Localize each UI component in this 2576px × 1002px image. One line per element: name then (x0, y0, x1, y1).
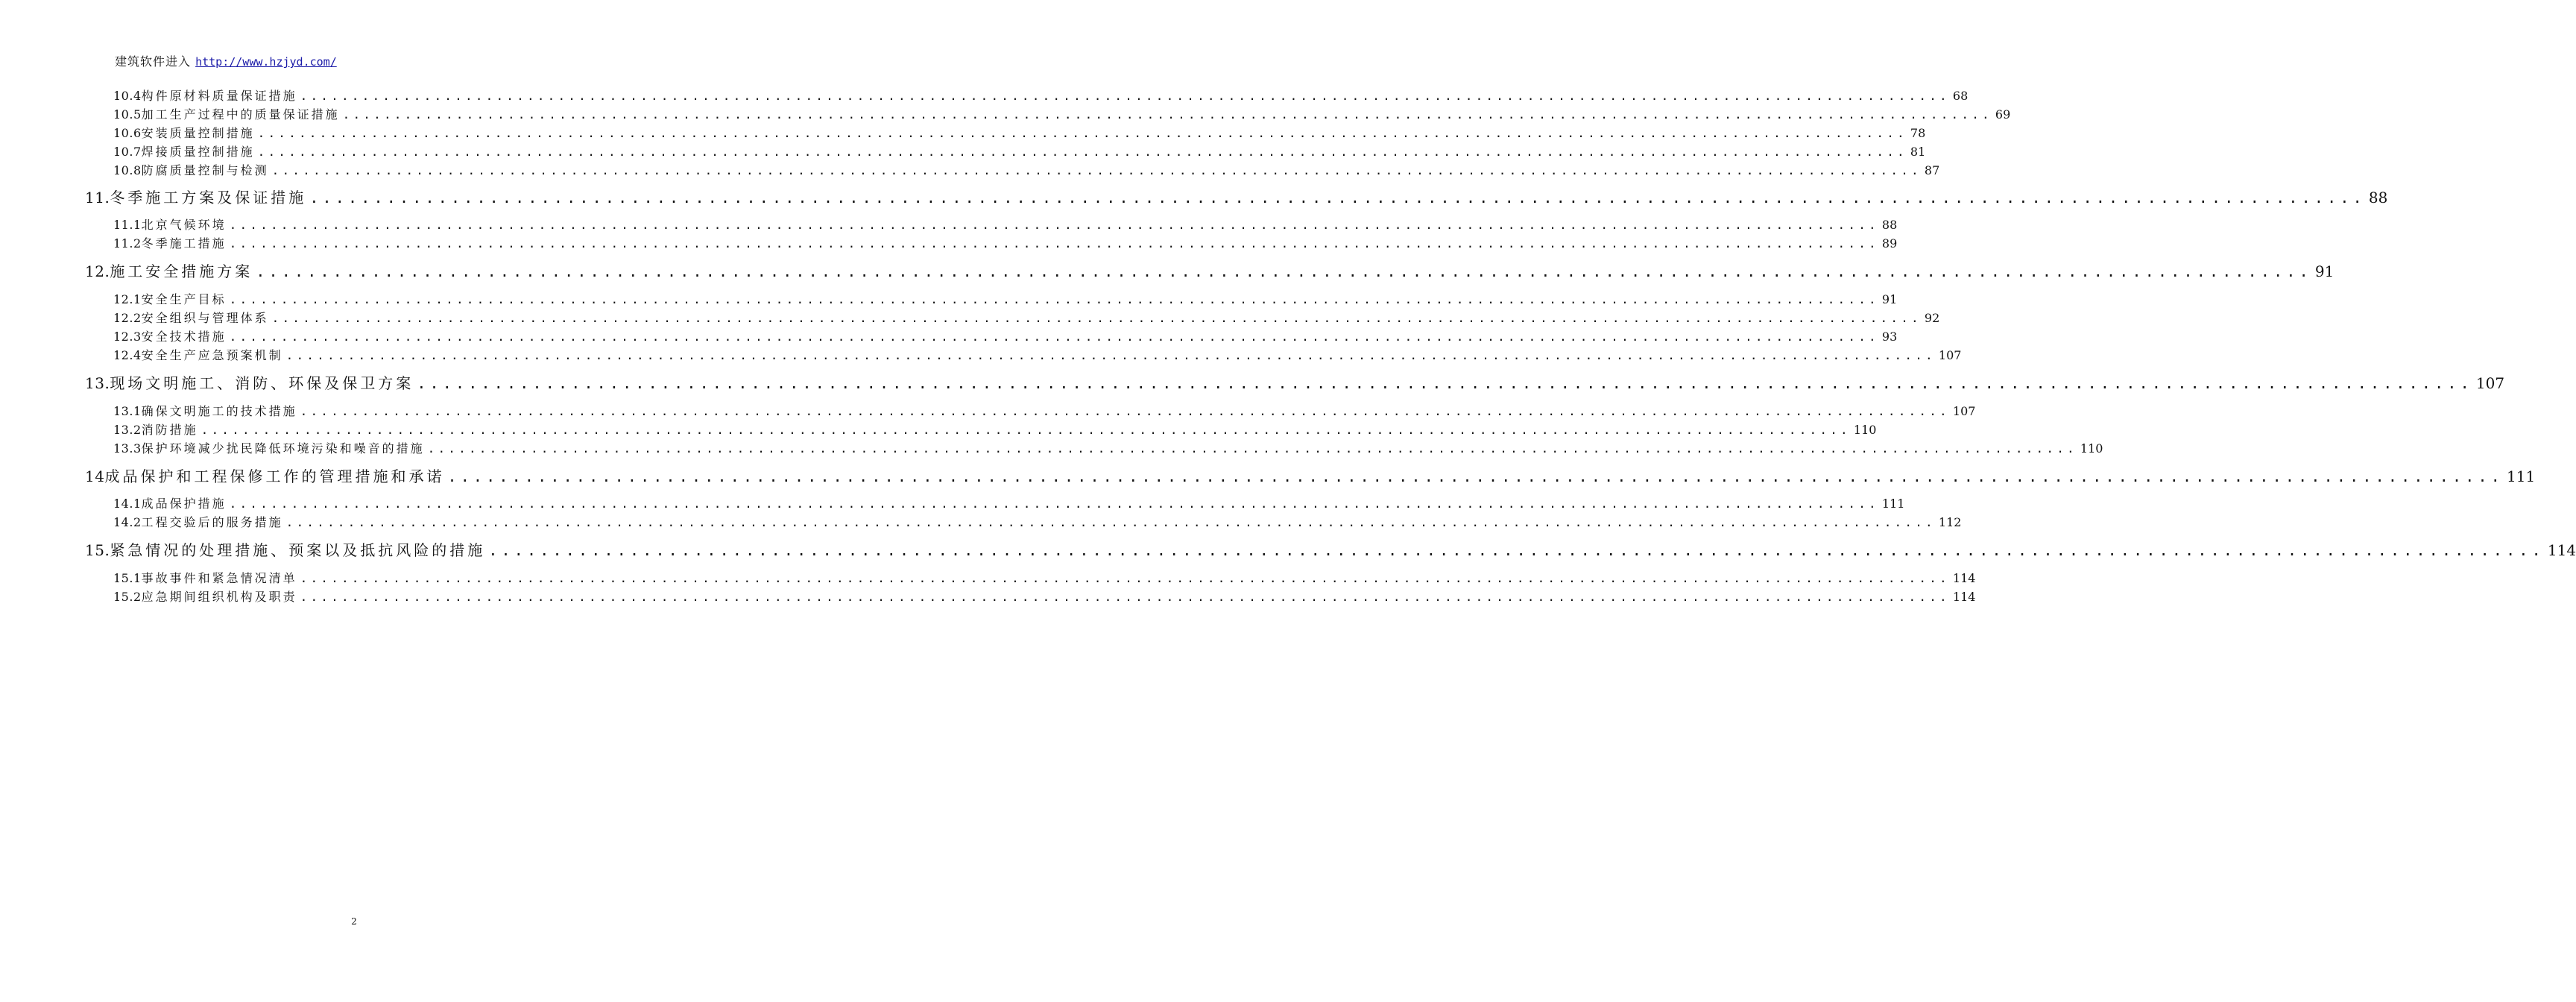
toc-entry-title: 应急期间组织机构及职责 (141, 590, 297, 604)
toc-entry-number: 15. (85, 541, 110, 559)
toc-leader-dots: ................................................................................................................................................................ (447, 467, 2504, 485)
toc-leader-dots: ................................................................................................................................................................ (285, 515, 1936, 529)
toc-section-entry[interactable] (113, 327, 1898, 344)
toc-entry-number: 14.2 (113, 515, 142, 529)
toc-leader-dots: ................................................................................................................................................................ (229, 292, 1879, 306)
toc-section-entry[interactable] (113, 309, 1940, 325)
toc-chapter-entry[interactable] (85, 186, 2388, 207)
toc-entry-title: 保护环境减少扰民降低环境污染和噪音的措施 (141, 441, 425, 456)
toc-entry-title: 安全技术措施 (141, 330, 227, 344)
toc-entry-title: 确保文明施工的技术措施 (141, 404, 297, 418)
toc-section-entry[interactable] (113, 420, 1877, 437)
toc-entry-number: 13.3 (113, 441, 142, 456)
website-link[interactable]: http://www.hzjyd.com/ (195, 55, 337, 69)
toc-entry-page: 111 (1881, 497, 1905, 511)
toc-entry-number: 10.4 (113, 89, 142, 103)
toc-entry-page: 88 (1881, 218, 1898, 232)
toc-entry-title: 构件原材料质量保证措施 (141, 89, 297, 103)
toc-entry-page: 91 (1881, 292, 1898, 306)
toc-entry-page: 114 (1952, 571, 1976, 585)
toc-entry-page: 68 (1952, 89, 1969, 103)
toc-entry-number: 14.1 (113, 497, 142, 511)
toc-entry-title: 紧急情况的处理措施、预案以及抵抗风险的措施 (110, 541, 486, 559)
toc-entry-page: 92 (1924, 311, 1940, 325)
toc-entry-page: 114 (1952, 590, 1976, 604)
toc-section-entry[interactable] (113, 494, 1905, 511)
toc-entry-number: 14 (85, 467, 105, 485)
toc-entry-page: 91 (2314, 262, 2334, 280)
toc-section-entry[interactable] (113, 402, 1976, 418)
toc-entry-title: 加工生产过程中的质量保证措施 (141, 107, 340, 122)
toc-section-entry[interactable] (113, 439, 2103, 456)
toc-leader-dots: ................................................................................................................................................................ (300, 590, 1950, 604)
toc-entry-page: 89 (1881, 236, 1898, 250)
toc-chapter-entry[interactable] (85, 538, 2576, 559)
toc-section-entry[interactable] (113, 234, 1898, 250)
toc-leader-dots: ................................................................................................................................................................ (285, 348, 1936, 362)
toc-entry-title: 安装质量控制措施 (141, 126, 255, 140)
header-text: 建筑软件进入 (115, 54, 196, 69)
toc-entry-page: 69 (1995, 107, 2011, 122)
toc-section-entry[interactable] (113, 142, 1926, 159)
toc-leader-dots: ................................................................................................................................................................ (342, 107, 1992, 122)
toc-entry-number: 11.2 (113, 236, 142, 250)
toc-entry-number: 11. (85, 189, 110, 207)
toc-entry-page: 88 (2368, 189, 2388, 207)
toc-entry-title: 安全组织与管理体系 (141, 311, 269, 325)
toc-leader-dots: ................................................................................................................................................................ (271, 311, 1922, 325)
toc-entry-page: 107 (2475, 374, 2505, 392)
toc-leader-dots: ................................................................................................................................................................ (229, 236, 1879, 250)
page-number: 2 (351, 916, 357, 927)
toc-leader-dots: ................................................................................................................................................................ (488, 541, 2545, 559)
toc-entry-number: 12.4 (113, 348, 142, 362)
toc-leader-dots: ................................................................................................................................................................ (229, 218, 1879, 232)
toc-leader-dots: ................................................................................................................................................................ (300, 89, 1950, 103)
toc-entry-number: 12.2 (113, 311, 142, 325)
toc-entry-page: 112 (1938, 515, 1962, 529)
toc-entry-page: 78 (1910, 126, 1926, 140)
toc-entry-page: 107 (1952, 404, 1976, 418)
toc-entry-page: 111 (2507, 467, 2536, 485)
toc-leader-dots: ................................................................................................................................................................ (257, 145, 1907, 159)
toc-entry-number: 12.3 (113, 330, 142, 344)
toc-entry-number: 15.1 (113, 571, 142, 585)
toc-entry-page: 114 (2547, 541, 2576, 559)
toc-entry-title: 成品保护和工程保修工作的管理措施和承诺 (104, 467, 445, 485)
toc-entry-number: 13. (85, 374, 110, 392)
toc-entry-number: 15.2 (113, 590, 142, 604)
toc-entry-title: 消防措施 (141, 423, 198, 437)
toc-leader-dots: ................................................................................................................................................................ (257, 126, 1907, 140)
toc-leader-dots: ................................................................................................................................................................ (256, 262, 2312, 280)
toc-section-entry[interactable] (113, 124, 1926, 140)
toc-section-entry[interactable] (113, 513, 1962, 529)
toc-leader-dots: ................................................................................................................................................................ (300, 404, 1950, 418)
toc-leader-dots: ................................................................................................................................................................ (417, 374, 2473, 392)
toc-leader-dots: ................................................................................................................................................................ (201, 423, 1851, 437)
toc-entry-number: 12.1 (113, 292, 142, 306)
toc-entry-title: 安全生产应急预案机制 (141, 348, 283, 362)
toc-entry-title: 冬季施工措施 (141, 236, 227, 250)
toc-chapter-entry[interactable] (85, 259, 2334, 280)
toc-entry-title: 焊接质量控制措施 (141, 145, 255, 159)
toc-entry-number: 12. (85, 262, 110, 280)
toc-entry-title: 安全生产目标 (141, 292, 227, 306)
toc-leader-dots: ................................................................................................................................................................ (300, 571, 1950, 585)
toc-section-entry[interactable] (113, 86, 1969, 103)
toc-entry-number: 10.8 (113, 163, 142, 177)
toc-section-entry[interactable] (113, 346, 1962, 362)
toc-entry-title: 事故事件和紧急情况清单 (141, 571, 297, 585)
toc-entry-page: 93 (1881, 330, 1898, 344)
toc-entry-number: 10.7 (113, 145, 142, 159)
toc-leader-dots: ................................................................................................................................................................ (271, 163, 1922, 177)
toc-entry-title: 工程交验后的服务措施 (141, 515, 283, 529)
toc-entry-number: 10.5 (113, 107, 142, 122)
toc-entry-title: 冬季施工方案及保证措施 (110, 189, 307, 207)
toc-entry-number: 13.2 (113, 423, 142, 437)
toc-entry-page: 81 (1910, 145, 1926, 159)
toc-leader-dots: ................................................................................................................................................................ (229, 497, 1879, 511)
toc-chapter-entry[interactable] (85, 371, 2505, 392)
toc-entry-number: 11.1 (113, 218, 142, 232)
page-header (115, 52, 337, 69)
toc-section-entry[interactable] (113, 569, 1976, 585)
toc-leader-dots: ................................................................................................................................................................ (229, 330, 1879, 344)
toc-section-entry[interactable] (113, 105, 2011, 122)
toc-entry-page: 87 (1924, 163, 1940, 177)
toc-section-entry[interactable] (113, 215, 1898, 232)
toc-entry-title: 现场文明施工、消防、环保及保卫方案 (110, 374, 414, 392)
toc-entry-page: 110 (1853, 423, 1877, 437)
toc-section-entry[interactable] (113, 290, 1898, 306)
toc-section-entry[interactable] (113, 587, 1976, 604)
toc-entry-page: 110 (2080, 441, 2103, 456)
toc-entry-title: 防腐质量控制与检测 (141, 163, 269, 177)
toc-section-entry[interactable] (113, 161, 1940, 177)
toc-entry-title: 北京气候环境 (141, 218, 227, 232)
toc-entry-number: 10.6 (113, 126, 142, 140)
toc-leader-dots: ................................................................................................................................................................ (309, 189, 2366, 207)
toc-entry-title: 成品保护措施 (141, 497, 227, 511)
toc-entry-title: 施工安全措施方案 (110, 262, 253, 280)
toc-chapter-entry[interactable] (85, 464, 2536, 485)
toc-entry-number: 13.1 (113, 404, 142, 418)
toc-leader-dots: ................................................................................................................................................................ (427, 441, 2077, 456)
toc-entry-page: 107 (1938, 348, 1962, 362)
